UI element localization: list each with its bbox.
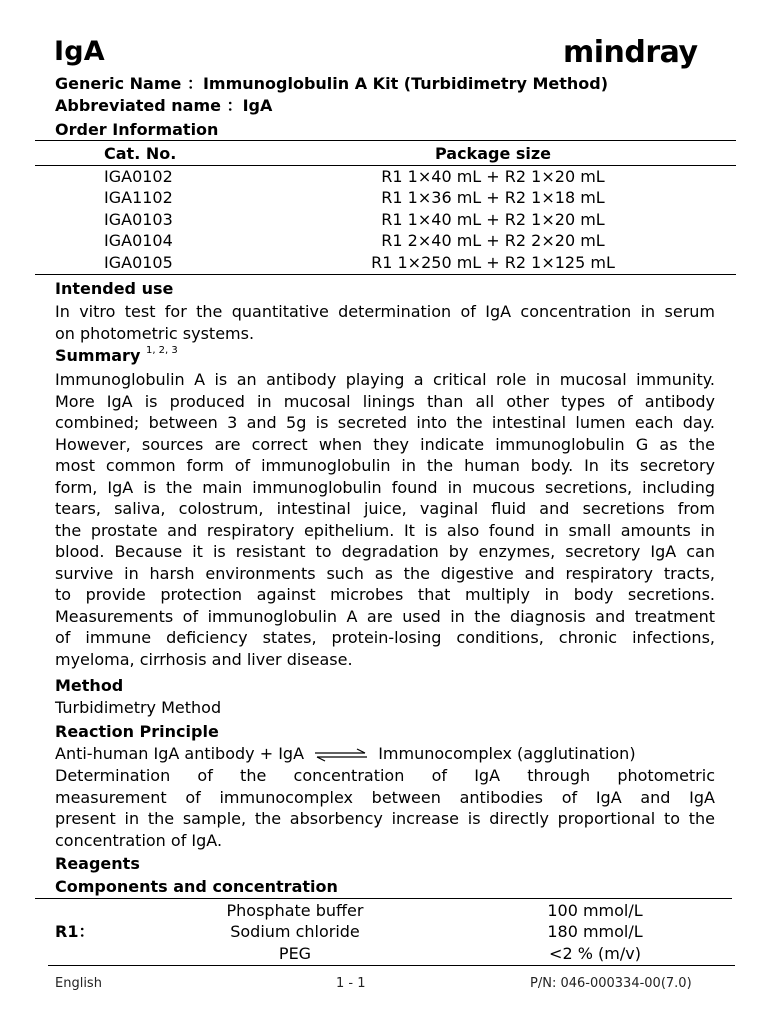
text-line: the prostate and respiratory epithelium. It is also found in small amounts in (55, 520, 715, 540)
table-row-cat: IGA0105 (104, 253, 173, 272)
method-text: Turbidimetry Method (55, 698, 222, 717)
table-row-pkg: R1 2×40 mL + R2 2×20 mL (381, 231, 605, 250)
text-line: of immune deficiency states, protein-losing conditions, chronic infections, (55, 628, 715, 647)
reagent-name: Phosphate buffer (226, 901, 364, 920)
text-line: Determination of the concentration of IgA through photometric (55, 766, 715, 785)
text-line: most common form of immunoglobulin in the human body. In its secretory (55, 456, 715, 475)
text-line: to provide protection against microbes that multiply in body secretions. (55, 585, 715, 604)
summary-references: 1, 2, 3 (145, 345, 178, 356)
text-line: More IgA is produced in mucosal linings than all other types of antibody (55, 391, 715, 411)
page-title: IgA (54, 36, 105, 67)
summary-heading (55, 346, 178, 365)
footer-language: English (55, 976, 102, 991)
generic-name-value: Immunoglobulin A Kit (Turbidimetry Method) (202, 74, 609, 93)
table-row-pkg: R1 1×40 mL + R2 1×20 mL (381, 167, 605, 186)
reagent-group-label: R1： (55, 922, 95, 941)
order-information-heading: Order Information (55, 120, 219, 139)
table-row-cat: IGA0104 (104, 231, 173, 250)
reagent-name: PEG (278, 944, 312, 963)
table-row-cat: IGA0103 (104, 210, 173, 229)
reagent-concentration: 180 mmol/L (547, 922, 643, 941)
table-header-rule (35, 165, 736, 166)
text-line: blood. Because it is resistant to degradation by enzymes, secretory IgA can (55, 542, 715, 561)
reaction-principle-text (55, 765, 715, 851)
text-line: Measurements of immunoglobulin A are used in the diagnosis and treatment (55, 606, 715, 626)
text-line: measurement of immunocomplex between antibodies of IgA and IgA (55, 787, 715, 807)
text-line: Immunoglobulin A is an antibody playing a critical role in mucosal immunity. (55, 370, 715, 389)
summary-text (55, 369, 715, 670)
reagents-heading: Reagents (55, 854, 140, 873)
text-line: myeloma, cirrhosis and liver disease. (55, 649, 353, 669)
text-line: concentration of IgA. (55, 830, 223, 850)
col-cat-no-header: Cat. No. (104, 144, 177, 163)
footer-page-number: 1 - 1 (336, 976, 366, 991)
equilibrium-arrow-icon (313, 748, 369, 762)
generic-name-line (55, 73, 608, 94)
abbreviated-name-line (55, 95, 272, 116)
text-line: In vitro test for the quantitative determination of IgA concentration in serum (55, 302, 715, 321)
reaction-equation (55, 743, 636, 764)
text-line: combined; between 3 and 5g is secreted into the intestinal lumen each day. (55, 413, 715, 432)
reaction-principle-heading: Reaction Principle (55, 722, 219, 741)
text-line: survive in harsh environments such as the digestive and respiratory tracts, (55, 563, 715, 583)
table-row-pkg: R1 1×40 mL + R2 1×20 mL (381, 210, 605, 229)
table-top-rule (35, 140, 736, 141)
table-bottom-rule (35, 274, 736, 275)
brand-logo: mindray (563, 35, 698, 70)
table-row-pkg: R1 1×36 mL + R2 1×18 mL (381, 188, 605, 207)
components-heading: Components and concentration (55, 877, 338, 896)
text-line: form, IgA is the main immunoglobulin found in mucous secretions, including (55, 477, 715, 497)
reagent-table-top-rule (35, 898, 732, 899)
text-line: tears, saliva, colostrum, intestinal juice, vaginal fluid and secretions from (55, 499, 715, 518)
text-line: However, sources are correct when they indicate immunoglobulin G as the (55, 434, 715, 454)
table-row-pkg: R1 1×250 mL + R2 1×125 mL (371, 253, 615, 272)
summary-heading-text: Summary (55, 346, 141, 365)
footer-part-number: P/N: 046-000334-00(7.0) (530, 976, 692, 991)
reaction-product: Immunocomplex (agglutination) (378, 744, 636, 763)
reaction-reactants: Anti-human IgA antibody + IgA (55, 744, 305, 763)
reagent-name: Sodium chloride (230, 922, 360, 941)
table-row-cat: IGA1102 (104, 188, 173, 207)
method-heading: Method (55, 676, 124, 695)
intended-use-text (55, 301, 715, 344)
reagent-concentration: <2 % (m/v) (549, 944, 641, 963)
reagent-concentration: 100 mmol/L (547, 901, 643, 920)
text-line: present in the sample, the absorbency increase is directly proportional to the (55, 809, 715, 828)
abbreviated-name-value: IgA (242, 96, 273, 115)
table-row-cat: IGA0102 (104, 167, 173, 186)
abbreviated-name-label: Abbreviated name ： (55, 96, 243, 115)
col-package-size-header: Package size (434, 144, 552, 163)
text-line: on photometric systems. (55, 323, 255, 343)
generic-name-label: Generic Name ： (55, 74, 203, 93)
footer-rule (48, 965, 735, 966)
intended-use-heading: Intended use (55, 279, 174, 298)
